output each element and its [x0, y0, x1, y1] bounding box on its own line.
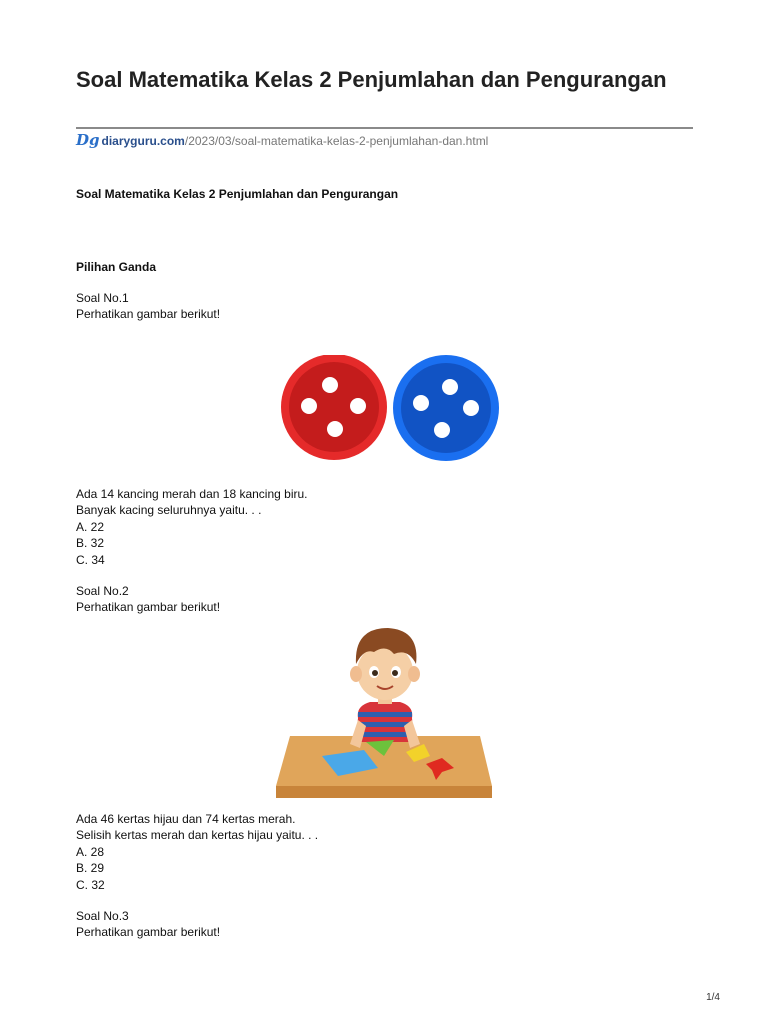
boy-icon	[350, 628, 420, 748]
source-link[interactable]	[76, 131, 488, 149]
question-label: Soal No.2	[76, 584, 129, 598]
answer-option: C. 32	[76, 877, 105, 892]
answer-option: B. 32	[76, 536, 105, 551]
question-prompt: Perhatikan gambar berikut!	[76, 600, 221, 615]
question-label: Soal No.1	[76, 291, 129, 305]
blue-button-icon	[393, 355, 499, 461]
question-1	[76, 290, 220, 323]
question-2-body	[76, 811, 318, 893]
question-label: Soal No.3	[76, 909, 129, 923]
answer-option: A. 28	[76, 844, 105, 859]
question-text: Selisih kertas merah dan kertas hijau yaitu. . .	[76, 828, 319, 843]
question-prompt: Perhatikan gambar berikut!	[76, 925, 221, 940]
answer-option: A. 22	[76, 519, 105, 534]
source-domain[interactable]: diaryguru.com	[101, 134, 185, 148]
page-title: Soal Matematika Kelas 2 Penjumlahan dan Pengurangan	[76, 67, 667, 92]
site-logo-icon: Dg	[76, 131, 100, 149]
question-1-body	[76, 486, 308, 568]
question-3	[76, 908, 220, 941]
page-number: 1/4	[706, 992, 720, 1003]
question-text: Ada 14 kancing merah dan 18 kancing biru.	[76, 487, 308, 501]
red-button-icon	[281, 355, 387, 460]
question-prompt: Perhatikan gambar berikut!	[76, 307, 221, 322]
buttons-image	[280, 355, 504, 462]
boy-folding-paper-image	[274, 622, 496, 802]
question-text: Banyak kacing seluruhnya yaitu. . .	[76, 503, 262, 518]
source-path[interactable]: /2023/03/soal-matematika-kelas-2-penjumlahan-dan.html	[184, 134, 489, 148]
article-heading: Soal Matematika Kelas 2 Penjumlahan dan Pengurangan	[76, 187, 399, 201]
answer-option: B. 29	[76, 861, 105, 876]
title-divider	[76, 127, 693, 129]
answer-option: C. 34	[76, 552, 105, 567]
question-text: Ada 46 kertas hijau dan 74 kertas merah.	[76, 812, 296, 826]
question-2	[76, 583, 220, 616]
section-title: Pilihan Ganda	[76, 260, 157, 274]
